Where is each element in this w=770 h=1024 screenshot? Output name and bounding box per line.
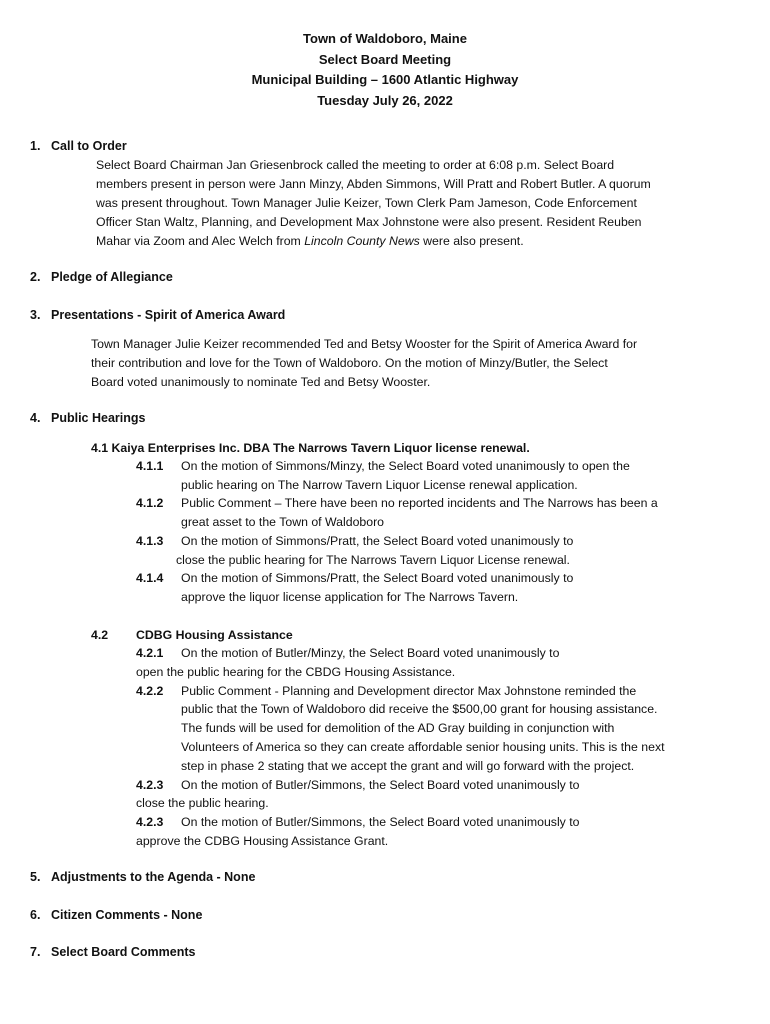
header-town: Town of Waldoboro, Maine (303, 31, 467, 46)
section-title: Public Hearings (51, 411, 146, 425)
text-run: were also present. (419, 234, 524, 248)
item-line: public hearing on The Narrow Tavern Liquor License renewal application. (181, 478, 578, 492)
item-line: Volunteers of America so they can create affordable senior housing units. This is the next (181, 740, 665, 754)
item-number: 4.2.2 (136, 684, 164, 698)
paragraph-line (96, 232, 524, 251)
item-line: step in phase 2 stating that we accept the grant and will go forward with the project. (181, 759, 635, 773)
item-line: On the motion of Butler/Simmons, the Select Board voted unanimously to (181, 815, 580, 829)
section-number: 7. (30, 945, 41, 959)
header-meeting: Select Board Meeting (318, 51, 452, 67)
item-number: 4.2.3 (136, 778, 164, 792)
item-line: On the motion of Simmons/Minzy, the Select Board voted unanimously to open the (181, 459, 630, 473)
section-2-heading (30, 270, 173, 284)
text-run: Mahar via Zoom and Alec Welch from (96, 234, 305, 248)
section-title: Adjustments to the Agenda - None (51, 870, 256, 884)
section-number: 5. (30, 870, 41, 884)
section-title: Citizen Comments - None (51, 908, 203, 922)
item-line: great asset to the Town of Waldoboro (181, 515, 385, 529)
item-number: 4.1.2 (136, 496, 164, 510)
item-line: On the motion of Simmons/Pratt, the Select Board voted unanimously to (181, 571, 574, 585)
paragraph-line: members present in person were Jann Minzy, Abden Simmons, Will Pratt and Robert Butler. A quorum (96, 177, 651, 191)
item-number: 4.2.3 (136, 815, 164, 829)
section-3-heading (30, 308, 285, 322)
paragraph-line: Board voted unanimously to nominate Ted and Betsy Wooster. (91, 375, 431, 389)
item-number: 4.1.4 (136, 571, 164, 585)
item-line: open the public hearing for the CBDG Housing Assistance. (136, 665, 456, 679)
paragraph-line: was present throughout. Town Manager Julie Keizer, Town Clerk Pam Jameson, Code Enforcement (96, 196, 637, 210)
item-line: On the motion of Butler/Minzy, the Select Board voted unanimously to (181, 646, 560, 660)
section-title: Pledge of Allegiance (51, 270, 173, 284)
paragraph-line: Officer Stan Waltz, Planning, and Development Max Johnstone were also present. Resident Reuben (96, 215, 642, 229)
section-4-heading (30, 411, 145, 425)
item-line: On the motion of Simmons/Pratt, the Select Board voted unanimously to (181, 534, 574, 548)
publication-name: Lincoln County News (304, 234, 420, 248)
subsection-4-2-title: CDBG Housing Assistance (136, 628, 293, 642)
item-line: On the motion of Butler/Simmons, the Select Board voted unanimously to (181, 778, 580, 792)
item-line: approve the liquor license application for The Narrows Tavern. (181, 590, 519, 604)
section-5-heading (30, 870, 255, 884)
item-line: close the public hearing for The Narrows Tavern Liquor License renewal. (176, 553, 570, 567)
item-line: The funds will be used for demolition of the AD Gray building in conjunction with (181, 721, 615, 735)
item-line: close the public hearing. (136, 796, 269, 810)
item-line: public that the Town of Waldoboro did receive the $500,00 grant for housing assistance. (181, 702, 658, 716)
header-date: Tuesday July 26, 2022 (317, 92, 453, 108)
paragraph-line: their contribution and love for the Town of Waldoboro. On the motion of Minzy/Butler, the Select (91, 356, 608, 370)
section-number: 3. (30, 308, 41, 322)
section-title: Call to Order (51, 139, 127, 153)
header-location: Municipal Building – 1600 Atlantic Highway (251, 72, 519, 87)
item-line: Public Comment – There have been no reported incidents and The Narrows has been a (181, 496, 658, 510)
subsection-4-1-title: 4.1 Kaiya Enterprises Inc. DBA The Narrows Tavern Liquor license renewal. (91, 441, 530, 455)
section-number: 6. (30, 908, 41, 922)
section-title: Presentations - Spirit of America Award (51, 308, 286, 322)
item-number: 4.1.3 (136, 534, 164, 548)
section-number: 2. (30, 270, 41, 284)
section-7-heading (30, 945, 195, 959)
section-6-heading (30, 908, 202, 922)
item-line: Public Comment - Planning and Development director Max Johnstone reminded the (181, 684, 637, 698)
section-number: 1. (30, 139, 41, 153)
paragraph-line: Select Board Chairman Jan Griesenbrock called the meeting to order at 6:08 p.m. Select Board (96, 158, 615, 172)
item-number: 4.1.1 (136, 459, 164, 473)
section-1-heading (30, 139, 127, 153)
section-title: Select Board Comments (51, 945, 196, 959)
document-header (0, 29, 770, 111)
item-line: approve the CDBG Housing Assistance Grant. (136, 834, 389, 848)
item-number: 4.2.1 (136, 646, 164, 660)
section-number: 4. (30, 411, 41, 425)
paragraph-line: Town Manager Julie Keizer recommended Ted and Betsy Wooster for the Spirit of America Award for (91, 337, 638, 351)
subsection-number: 4.2 (91, 628, 109, 642)
